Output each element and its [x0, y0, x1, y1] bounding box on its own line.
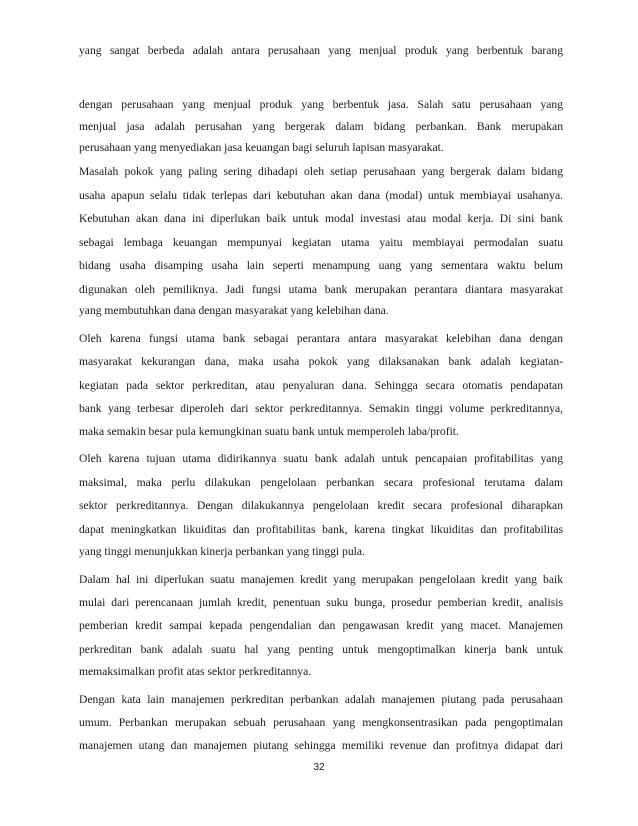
text-line: menjual jasa adalah perusahan yang bergerak dalam bidang perbankan. Bank merupakan: [79, 120, 563, 133]
text-line: memaksimalkan profit atas sektor perkreditannya.: [79, 665, 312, 678]
text-line: maksimal, maka perlu dilakukan pengelolaan perbankan secara profesional terutama dalam: [79, 476, 563, 489]
text-line: dengan perusahaan yang menjual produk yang berbentuk jasa. Salah satu perusahaan yang: [79, 98, 563, 111]
text-line: mulai dari perencanaan jumlah kredit, penentuan suku bunga, prosedur pemberian kredit, analisis: [79, 596, 563, 609]
text-line: maka semakin besar pula kemungkinan suatu bank untuk memperoleh laba/profit.: [79, 425, 459, 438]
text-line: pemberian kredit sampai kepada pengendalian dan pengawasan kredit yang macet. Manajemen: [79, 619, 563, 632]
text-line: dapat meningkatkan likuiditas dan profitabilitas bank, karena tingkat likuiditas dan profitabilitas: [79, 523, 563, 536]
text-line: Dalam hal ini diperlukan suatu manajemen kredit yang merupakan pengelolaan kredit yang baik: [79, 573, 563, 586]
text-line: masyarakat kekurangan dana, maka usaha pokok yang dilaksanakan bank adalah kegiatan-: [79, 355, 563, 368]
text-line: sebagai lembaga keuangan mempunyai kegiatan utama yaitu membiayai permodalan suatu: [79, 236, 563, 249]
text-line: manajemen utang dan manajemen piutang sehingga memiliki revenue dan profitnya didapat dari: [79, 739, 563, 752]
text-line: kegiatan pada sektor perkreditan, atau penyaluran dana. Sehingga secara otomatis pendapatan: [79, 379, 563, 392]
text-line: Oleh karena tujuan utama didirikannya suatu bank adalah untuk pencapaian profitabilitas yang: [79, 452, 563, 465]
text-line: perusahaan yang menyediakan jasa keuangan bagi seluruh lapisan masyarakat.: [79, 141, 444, 154]
text-line: sektor perkreditannya. Dengan dilakukannya pengelolaan kredit secara profesional diharapkan: [79, 499, 563, 512]
text-line: yang membutuhkan dana dengan masyarakat yang kelebihan dana.: [79, 304, 389, 317]
text-line: digunakan oleh pemiliknya. Jadi fungsi utama bank merupakan perantara diantara masyarakat: [79, 283, 563, 296]
text-line: bank yang terbesar diperoleh dari sektor perkreditannya. Semakin tinggi volume perkreditannya,: [79, 402, 563, 415]
text-line: yang sangat berbeda adalah antara perusahaan yang menjual produk yang berbentuk barang: [79, 44, 563, 57]
text-line: Masalah pokok yang paling sering dihadapi oleh setiap perusahaan yang bergerak dalam bidang: [79, 165, 563, 178]
text-line: Dengan kata lain manajemen perkreditan perbankan adalah manajemen piutang pada perusahaan: [79, 693, 563, 706]
text-line: bidang usaha disamping usaha lain seperti menampung uang yang sementara waktu belum: [79, 259, 563, 272]
text-line: usaha apapun selalu tidak terlepas dari kebutuhan akan dana (modal) untuk membiayai usahanya.: [79, 189, 563, 202]
text-line: umum. Perbankan merupakan sebuah perusahaan yang mengkonsentrasikan pada pengoptimalan: [79, 716, 563, 729]
text-line: perkreditan bank adalah suatu hal yang penting untuk mengoptimalkan kinerja bank untuk: [79, 643, 563, 656]
page-number: 32: [313, 762, 325, 773]
text-line: Oleh karena fungsi utama bank sebagai perantara antara masyarakat kelebihan dana dengan: [79, 332, 563, 345]
text-line: Kebutuhan akan dana ini diperlukan baik untuk modal investasi atau modal kerja. Di sini bank: [79, 212, 563, 225]
text-line: yang tinggi menunjukkan kinerja perbankan yang tinggi pula.: [79, 545, 365, 558]
